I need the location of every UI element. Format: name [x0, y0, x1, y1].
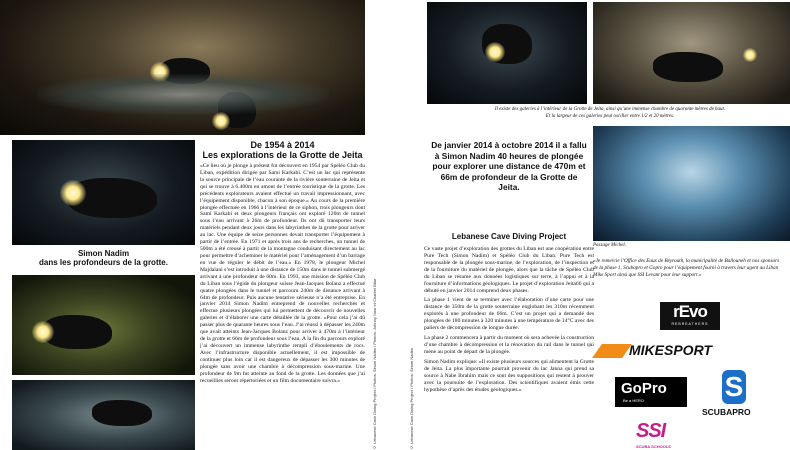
- section-heading: Lebanese Cave Diving Project: [451, 232, 567, 241]
- left-photo-credit: © Lebanese Cave Diving Project / Photos: Simon Nadim / Photos: Johnny Nasr et Charbel Bitar: [372, 278, 377, 450]
- top-photo-caption: [440, 107, 780, 120]
- diver-caption-text: dans les profondeurs de la grotte.: [39, 258, 168, 267]
- scubapro-logo: [700, 370, 788, 420]
- diver-caption: [12, 249, 195, 267]
- passage-caption: Passage Michel.: [593, 243, 627, 248]
- ssi-logo-text: SSI: [636, 420, 666, 442]
- left-paragraph: «Ce lieu où je plonge à présent fut découvert en 1954 par Spéléo Club du Liban, expédition dirigée par Sami Karkabi. C’est un lac qui représente la source principale de l’eau courante de la rivière souterraine de Jeita et qui se trouve à 6.400m en amont de l’entrée touristique de la grotte. Les précédents explorateurs avaient effectué un travail impressionnant, avec l’équipement disponible, chacun à son époque.» Au cours de la première plongée effectuée en 1966 à l’intérieur de ce siphon, trois plongeurs dont Sami Karkabi et deux plongeurs français ont exploré 120m de tunnel sous l’eau arrivant à 26m de profondeur. Ils ont dû transporter leurs matériels pendant deux jours dans les labyrinthes de la grotte pour arriver au lac. Une équipe de seize personnes devait transporter l’équipement à partir de l’entrée. En 1971 et après trois ans de recherches, un tunnel de 500m a été creusé à partir de la montagne conduisant directement au lac pour permettre d’acheminer le matériel pour l’aménagement d’un barrage en vue de réguler le débit de l’eau.» En 1978, le plongeur Michel Majdalani s’est introduit à une distance de 150m dans le tunnel submergé arrivant à une profondeur de 60m. En 1993, une mission de Spéléo Club du Liban sous l’égide du plongeur suisse Jean-Jacques Bolanz a effectué quatre plongées dans le tunnel et parcouru 240m de distance arrivant à 64m de profondeur. Puis aucune tentative sérieuse n’a été entreprise. En janvier 2014 Simon Nadim entreprend de nouvelles recherches et effectue plusieurs plongées qui lui permettent de découvrir de nouvelles galeries et d’élaborer une carte détaillée de la grotte. «Pour cela j’ai dû passer plus de quarante heures sous l’eau. J’ai réussi à dépasser les 240m que avait atteints Jean-Jacques Bolanz pour arriver à 470m à l’intérieur de la grotte et 66m de profondeur sous l’eau. A la fin du parcours exploré j’ai découvert un immense labyrinthe rempli d’éboulements de rocs. Avec l’infrastructure disponible actuellement, il est impossible de continuer plus loin car il est dangereux de dépasser les 300 minutes de plongée sans avoir une chambre à décompression sous-marine. Une profondeur de 9m fut atteinte au fond de la grotte. Les données que j’ai recueillies seront répertoriées et un film documentaire suivra.»: [200, 163, 365, 384]
- right-paragraph-4: Simon Nadim explique: «Il existe plusieurs sources qui alimentent la Grotte de Jeita. La plus importante pourrait provenir du lac Janna qui prend sa source à Nabe Ibrahim mais ce sont des suppositions qui restent à prouver avec la poursuite de l’exploration. Des scientifiques avaient émis cette hypothèse d’après des études géologiques.»: [424, 358, 594, 393]
- left-heading-years: De 1954 à 2014: [250, 140, 315, 150]
- right-photo-credit: © Lebanese Cave Diving Project / Photos: Simon Nadim: [409, 348, 414, 450]
- right-paragraph-3: La phase 2 commencera à partir du moment où sera achevée la construction d’une chambre à décompression et la rénovation du rail dans le tunnel qui mène au point de départ de la plongée.: [424, 335, 594, 355]
- mikesport-swoosh-icon: [592, 344, 632, 358]
- right-paragraph-2: La phase 1 vient de se terminer avec l’élaboration d’une carte pour une distance de 350m de la grotte souterraine englobant les 310m récemment explorés à une profondeur de 66m. C’est un projet qui a demandé des plongées de 180 minutes à 320 minutes à une température de 14°C avec des paliers de décompression de longue durée.: [424, 297, 594, 332]
- top-caption-line2: Et la largeur de ces galeries peut osciller entre 1/2 et 20 mètres.: [545, 113, 675, 119]
- mikesport-logo-text: MIKESPORT: [629, 342, 712, 358]
- scubapro-s-icon: S: [722, 370, 746, 404]
- right-article-body: [424, 246, 594, 450]
- revo-logo-sub: REBREATHERS: [671, 322, 709, 326]
- gopro-logo: [615, 377, 687, 407]
- revo-logo: [660, 302, 720, 330]
- diver-photo-left-2: [12, 275, 195, 375]
- gopro-logo-text: GoPro: [621, 380, 667, 397]
- scubapro-logo-text: SCUBAPRO: [702, 407, 751, 417]
- ssi-logo: [630, 418, 690, 450]
- top-caption-line1: Il existe des galeries à l’intérieur de la Grotte de Jeita, ainsi qu’une immense chambre de quarante mètres de haut.: [494, 107, 726, 112]
- diver-photo-left-3: [12, 380, 195, 450]
- passage-michel-photo: [593, 126, 790, 241]
- mikesport-logo: [595, 338, 730, 364]
- revo-logo-text: rEvo: [673, 302, 707, 321]
- diver-photo-left-1: [12, 140, 195, 245]
- right-paragraph-1: Ce vaste projet d’exploration des grottes du Liban est une coopération entre Pure Tech (Simon Nadim) et Spéléo Club du Liban. Pure Tech est responsable de la plongée sous-marine, de l’exploration, de l’inspection et de la fourniture du matériel de plongée, alors que la tâche de Spéléo Club du Liban se résume aux données logistiques sur terre, à l’appui et à la fourniture d’informations géologiques. Le projet d’exploration Jeita66 qui a débuté en janvier 2014 comprend deux phases.: [424, 246, 594, 294]
- thanks-text: «Je remercie l’Office des Eaux de Beyrouth, la municipalité de Ballouneh et nos sponsors de la phase 1, Scubapro et Gopro pour l’équipement fourni à travers leur agent au Liban Mike Sport ainsi que SSI Levant pour leur support.»: [593, 258, 780, 278]
- pullquote: De janvier 2014 à octobre 2014 il a fallu à Simon Nadim 40 heures de plongée pour explorer une distance de 470m et 66m de profondeur de la Grotte de Jeita.: [431, 140, 587, 192]
- cave-photo-top-right-2: [593, 2, 790, 104]
- ssi-logo-sub: SCUBA SCHOOLS: [636, 444, 671, 449]
- left-heading-title: Les explorations de la Grotte de Jeita: [202, 150, 363, 161]
- diver-caption-name: Simon Nadim: [77, 249, 130, 258]
- left-article-body: [200, 163, 365, 450]
- cave-photo-top-right-1: [427, 2, 587, 104]
- gopro-logo-sub: Be a HERO: [623, 398, 644, 403]
- cave-photo-top-left: [0, 0, 365, 135]
- left-heading: [200, 140, 365, 161]
